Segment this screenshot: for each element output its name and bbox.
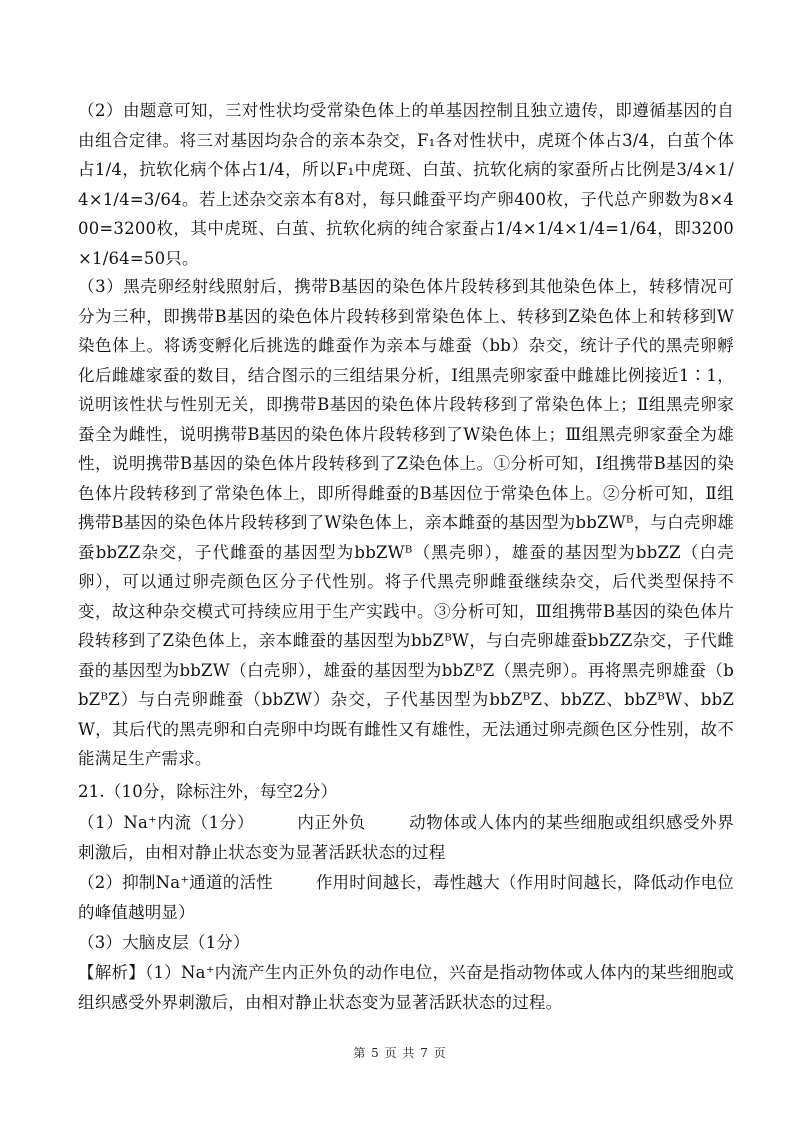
- answer-21-1-blank-c: 动物体或人体内的某些细胞或组织感受外界刺激后，由相对静止状态变为显著活跃状态的过程: [78, 813, 734, 862]
- analysis-text: （1）Na⁺内流产生内正外负的动作电位，兴奋是指动物体或人体内的某些细胞或组织感受外界刺激后，由相对静止状态变为显著活跃状态的过程。: [78, 963, 734, 1012]
- page-footer: 第 5 页 共 7 页: [353, 1046, 447, 1060]
- answer-21-1-number: （1）: [78, 813, 124, 832]
- answer-21-3-number: （3）: [78, 933, 123, 952]
- analysis-paragraph: [78, 958, 734, 1017]
- answer-21-1-blank-b: 内正外负: [296, 813, 366, 832]
- answer-21-2-number: （2）: [78, 873, 123, 892]
- question-21-header: 21.（10分，除标注外，每空2分）: [78, 782, 338, 801]
- answer-paragraph-3: （3）黑壳卵经射线照射后，携带B基因的染色体片段转移到其他染色体上，转移情况可分为三种，即携带B基因的染色体片段转移到常染色体上、转移到Z染色体上和转移到W染色体上。将诱变孵化后挑选的雌蚕作为亲本与雄蚕（bb）杂交，统计子代的黑壳卵孵化后雌雄家蚕的数目，结合图示的三组结果分析，Ⅰ组黑壳卵家蚕中雌雄比例接近1∶1，说明该性状与性别无关，即携带B基因的染色体片段转移到了常染色体上；Ⅱ组黑壳卵家蚕全为雌性，说明携带B基因的染色体片段转移到了W染色体上；Ⅲ组黑壳卵家蚕全为雄性，说明携带B基因的染色体片段转移到了Z染色体上。①分析可知，Ⅰ组携带B基因的染色体片段转移到了常染色体上，即所得雌蚕的B基因位于常染色体上。②分析可知，Ⅱ组携带B基因的染色体片段转移到了W染色体上，亲本雌蚕的基因型为bbZWᴮ，与白壳卵雄蚕bbZZ杂交，子代雌蚕的基因型为bbZWᴮ（黑壳卵），雄蚕的基因型为bbZZ（白壳卵），可以通过卵壳颜色区分子代性别。将子代黑壳卵雌蚕继续杂交，后代类型保持不变，故这种杂交模式可持续应用于生产实践中。③分析可知，Ⅲ组携带B基因的染色体片段转移到了Z染色体上，亲本雌蚕的基因型为bbZᴮW，与白壳卵雄蚕bbZZ杂交，子代雌蚕的基因型为bbZW（白壳卵），雄蚕的基因型为bbZᴮZ（黑壳卵）。再将黑壳卵雄蚕（bbZᴮZ）与白壳卵雌蚕（bbZW）杂交，子代基因型为bbZᴮZ、bbZZ、bbZᴮW、bbZW，其后代的黑壳卵和白壳卵中均既有雌性又有雄性，无法通过卵壳颜色区分性别，故不能满足生产需求。: [78, 277, 734, 768]
- answer-21-1: [78, 808, 734, 867]
- answer-21-2: [78, 868, 734, 927]
- answer-21-1-blank-a: Na⁺内流（1分）: [123, 813, 255, 832]
- answer-21-3-blank-a: 大脑皮层（1分）: [122, 933, 250, 952]
- answer-21-3: [78, 928, 734, 958]
- answer-21-2-blank-b: 作用时间越长，毒性越大（作用时间越长，降低动作电位的峰值越明显）: [78, 873, 735, 922]
- answer-21-2-blank-a: 抑制Na⁺通道的活性: [122, 873, 273, 892]
- answer-paragraph-2: （2）由题意可知，三对性状均受常染色体上的单基因控制且独立遗传，即遵循基因的自由组合定律。将三对基因均杂合的亲本杂交，F₁各对性状中，虎斑个体占3/4，白茧个体占1/4，抗软化病个体占1/4，所以F₁中虎斑、白茧、抗软化病的家蚕所占比例是3/4×1/4×1/4=3/64。若上述杂交亲本有8对，每只雌蚕平均产卵400枚，子代总产卵数为8×400=3200枚，其中虎斑、白茧、抗软化病的纯合家蚕占1/4×1/4×1/4=1/64，即3200×1/64=50只。: [78, 101, 734, 268]
- analysis-label: 【解析】: [78, 963, 146, 982]
